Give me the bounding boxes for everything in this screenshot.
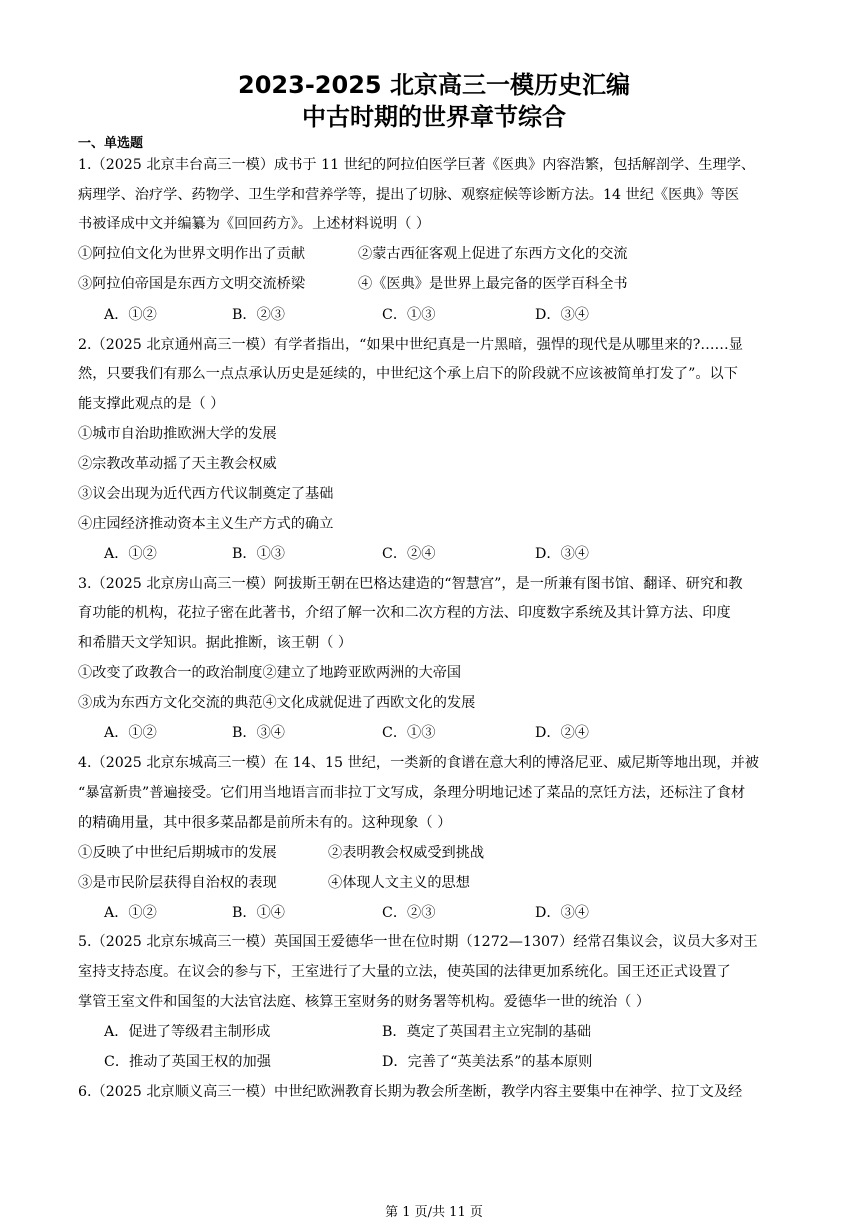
- title-line-1: 2023-2025 北京高三一模历史汇编: [238, 71, 630, 99]
- option-a[interactable]: A．①②: [104, 725, 157, 741]
- option-c[interactable]: C．推动了英国王权的加强: [104, 1054, 271, 1070]
- question-text-line: 6.（2025 北京顺义高三一模）中世纪欧洲教育长期为教会所垄断，教学内容主要集中在神学、拉丁文及经: [78, 1084, 743, 1100]
- question-text-line: 掌管王室文件和国玺的大法官法庭、核算王室财务的财务署等机构。爱德华一世的统治（ ）: [78, 994, 651, 1010]
- question-text-line: “暴富新贵”普遍接受。它们用当地语言而非拉丁文写成，条理分明地记述了菜品的烹饪方法，还标注了食材: [78, 785, 746, 801]
- option-a[interactable]: A．①②: [104, 307, 157, 323]
- statement: ②蒙古西征客观上促进了东西方文化的交流: [358, 246, 628, 262]
- option-c[interactable]: C．②④: [382, 546, 436, 562]
- statement: ③成为东西方文化交流的典范④文化成就促进了西欧文化的发展: [78, 695, 476, 711]
- question-text-line: 的精确用量，其中很多菜品都是前所未有的。这种现象（ ）: [78, 815, 452, 831]
- option-d[interactable]: D．③④: [535, 905, 589, 921]
- question-text-line: 3.（2025 北京房山高三一模）阿拔斯王朝在巴格达建造的“智慧宫”，是一所兼有图书馆、翻译、研究和教: [78, 576, 743, 592]
- question-text-line: 4.（2025 北京东城高三一模）在 14、15 世纪，一类新的食谱在意大利的博洛尼亚、威尼斯等地出现，并被: [78, 755, 759, 771]
- option-c[interactable]: C．①③: [382, 725, 436, 741]
- question-text-line: 育功能的机构，花拉子密在此著书，介绍了解一次和二次方程的方法、印度数字系统及其计算方法、印度: [78, 605, 731, 621]
- statement: ③阿拉伯帝国是东西方文明交流桥梁: [78, 276, 306, 292]
- question-text-line: 书被译成中文并编纂为《回回药方》。上述材料说明（ ）: [78, 216, 431, 232]
- statement: ②宗教改革动摇了天主教会权威: [78, 456, 277, 472]
- statement: ④《医典》是世界上最完备的医学百科全书: [358, 276, 628, 292]
- option-b[interactable]: B．②③: [232, 307, 285, 323]
- option-c[interactable]: C．①③: [382, 307, 436, 323]
- question-text-line: 然，只要我们有那么一点点承认历史是延续的，中世纪这个承上启下的阶段就不应该被简单打发了”。以下: [78, 366, 738, 382]
- statement: ②表明教会权威受到挑战: [328, 845, 485, 861]
- statement: ④庄园经济推动资本主义生产方式的确立: [78, 516, 334, 532]
- statement: ④体现人文主义的思想: [328, 875, 470, 891]
- question-text-line: 和希腊天文学知识。据此推断，该王朝（ ）: [78, 635, 353, 651]
- title-line-2: 中古时期的世界章节综合: [302, 103, 566, 131]
- statement: ③是市民阶层获得自治权的表现: [78, 875, 277, 891]
- option-d[interactable]: D．③④: [535, 546, 589, 562]
- option-a[interactable]: A．促进了等级君主制形成: [104, 1024, 271, 1040]
- question-text-line: 室持支持态度。在议会的参与下，王室进行了大量的立法，使英国的法律更加系统化。国王还正式设置了: [78, 964, 731, 980]
- option-b[interactable]: B．奠定了英国君主立宪制的基础: [382, 1024, 592, 1040]
- statement: ③议会出现为近代西方代议制奠定了基础: [78, 486, 334, 502]
- question-text-line: 能支撑此观点的是（ ）: [78, 396, 225, 412]
- statement: ①阿拉伯文化为世界文明作出了贡献: [78, 246, 306, 262]
- statement: ①反映了中世纪后期城市的发展: [78, 845, 277, 861]
- option-d[interactable]: D．②④: [535, 725, 589, 741]
- section-heading: 一、单选题: [78, 136, 144, 151]
- option-d[interactable]: D．完善了“英美法系”的基本原则: [382, 1054, 593, 1070]
- question-text-line: 病理学、治疗学、药物学、卫生学和营养学等，提出了切脉、观察症候等诊断方法。14 世纪《医典》等医: [78, 187, 740, 203]
- statement: ①城市自治助推欧洲大学的发展: [78, 426, 277, 442]
- option-a[interactable]: A．①②: [104, 905, 157, 921]
- option-d[interactable]: D．③④: [535, 307, 589, 323]
- page-footer: 第 1 页/共 11 页: [385, 1205, 483, 1220]
- option-c[interactable]: C．②③: [382, 905, 436, 921]
- statement: ①改变了政教合一的政治制度②建立了地跨亚欧两洲的大帝国: [78, 665, 462, 681]
- option-b[interactable]: B．①③: [232, 546, 285, 562]
- option-b[interactable]: B．①④: [232, 905, 285, 921]
- option-a[interactable]: A．①②: [104, 546, 157, 562]
- question-text-line: 2.（2025 北京通州高三一模）有学者指出，“如果中世纪真是一片黑暗，强悍的现代是从哪里来的?……显: [78, 337, 743, 353]
- question-text-line: 5.（2025 北京东城高三一模）英国国王爱德华一世在位时期（1272—1307）经常召集议会，议员大多对王: [78, 934, 758, 950]
- question-text-line: 1.（2025 北京丰台高三一模）成书于 11 世纪的阿拉伯医学巨著《医典》内容浩繁，包括解剖学、生理学、: [78, 157, 756, 173]
- option-b[interactable]: B．③④: [232, 725, 285, 741]
